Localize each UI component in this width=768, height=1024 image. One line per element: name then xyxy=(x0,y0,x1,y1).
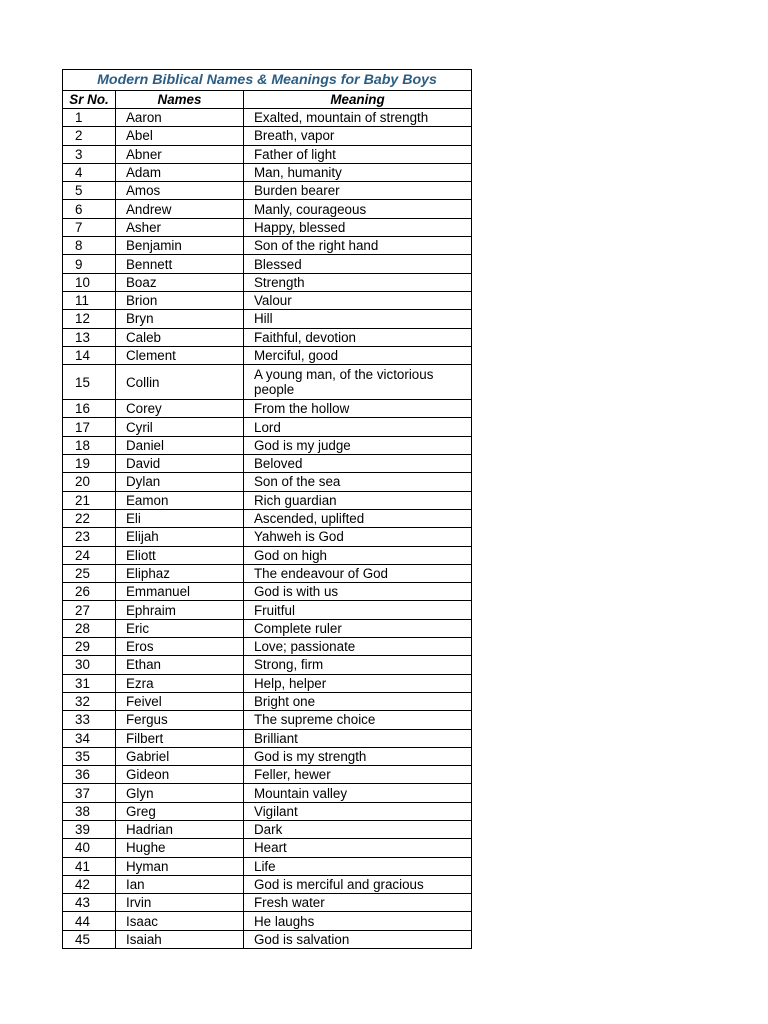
table-row xyxy=(63,802,472,820)
name-cell: Abner xyxy=(116,145,244,163)
sr-no-cell: 35 xyxy=(63,747,116,765)
sr-no-cell: 2 xyxy=(63,127,116,145)
sr-no-cell: 45 xyxy=(63,930,116,948)
name-cell: Fergus xyxy=(116,711,244,729)
name-cell: Daniel xyxy=(116,436,244,454)
meaning-cell: Ascended, uplifted xyxy=(244,509,472,527)
table-row xyxy=(63,674,472,692)
meaning-cell: Brilliant xyxy=(244,729,472,747)
name-cell: Feivel xyxy=(116,692,244,710)
meaning-cell: Rich guardian xyxy=(244,491,472,509)
meaning-cell: Complete ruler xyxy=(244,619,472,637)
table-row xyxy=(63,528,472,546)
table-row xyxy=(63,436,472,454)
table-row xyxy=(63,583,472,601)
table-row xyxy=(63,237,472,255)
name-cell: Hyman xyxy=(116,857,244,875)
meaning-cell: He laughs xyxy=(244,912,472,930)
sr-no-cell: 31 xyxy=(63,674,116,692)
sr-no-cell: 14 xyxy=(63,346,116,364)
meaning-cell: The endeavour of God xyxy=(244,564,472,582)
table-row xyxy=(63,145,472,163)
meaning-cell: Bright one xyxy=(244,692,472,710)
table-row xyxy=(63,766,472,784)
table-row xyxy=(63,692,472,710)
meaning-cell: Valour xyxy=(244,291,472,309)
table-body xyxy=(63,109,472,949)
table-row xyxy=(63,638,472,656)
name-cell: Ian xyxy=(116,875,244,893)
meaning-cell: Faithful, devotion xyxy=(244,328,472,346)
name-cell: Brion xyxy=(116,291,244,309)
sr-no-cell: 42 xyxy=(63,875,116,893)
meaning-cell: Manly, courageous xyxy=(244,200,472,218)
meaning-cell: Love; passionate xyxy=(244,638,472,656)
name-cell: David xyxy=(116,455,244,473)
table-title: Modern Biblical Names & Meanings for Baby Boys xyxy=(63,70,472,91)
name-cell: Isaac xyxy=(116,912,244,930)
name-cell: Bennett xyxy=(116,255,244,273)
table-row xyxy=(63,729,472,747)
meaning-cell: Exalted, mountain of strength xyxy=(244,109,472,127)
table-row xyxy=(63,310,472,328)
meaning-cell: Beloved xyxy=(244,455,472,473)
name-cell: Benjamin xyxy=(116,237,244,255)
table-row xyxy=(63,784,472,802)
table-row xyxy=(63,491,472,509)
table-row xyxy=(63,711,472,729)
table-row xyxy=(63,894,472,912)
table-row xyxy=(63,839,472,857)
table-row xyxy=(63,291,472,309)
sr-no-cell: 39 xyxy=(63,820,116,838)
table-row xyxy=(63,418,472,436)
sr-no-cell: 15 xyxy=(63,365,116,400)
meaning-cell: From the hollow xyxy=(244,400,472,418)
sr-no-cell: 20 xyxy=(63,473,116,491)
sr-no-cell: 32 xyxy=(63,692,116,710)
meaning-cell: Burden bearer xyxy=(244,182,472,200)
sr-no-cell: 29 xyxy=(63,638,116,656)
sr-no-cell: 22 xyxy=(63,509,116,527)
meaning-cell: Hill xyxy=(244,310,472,328)
table-row xyxy=(63,601,472,619)
header-row xyxy=(63,91,472,109)
name-cell: Eamon xyxy=(116,491,244,509)
meaning-cell: Son of the right hand xyxy=(244,237,472,255)
table-row xyxy=(63,930,472,948)
table-row xyxy=(63,546,472,564)
table-row xyxy=(63,564,472,582)
table-row xyxy=(63,218,472,236)
sr-no-cell: 8 xyxy=(63,237,116,255)
sr-no-cell: 18 xyxy=(63,436,116,454)
name-cell: Bryn xyxy=(116,310,244,328)
meaning-cell: Man, humanity xyxy=(244,163,472,181)
name-cell: Glyn xyxy=(116,784,244,802)
name-cell: Andrew xyxy=(116,200,244,218)
meaning-cell: Happy, blessed xyxy=(244,218,472,236)
table-row xyxy=(63,473,472,491)
meaning-cell: God is my strength xyxy=(244,747,472,765)
table-row xyxy=(63,912,472,930)
name-cell: Gabriel xyxy=(116,747,244,765)
meaning-cell: Fruitful xyxy=(244,601,472,619)
meaning-cell: The supreme choice xyxy=(244,711,472,729)
table-row xyxy=(63,127,472,145)
name-cell: Clement xyxy=(116,346,244,364)
name-cell: Irvin xyxy=(116,894,244,912)
meaning-cell: God is my judge xyxy=(244,436,472,454)
sr-no-cell: 6 xyxy=(63,200,116,218)
table-row xyxy=(63,200,472,218)
table-row xyxy=(63,619,472,637)
name-cell: Eros xyxy=(116,638,244,656)
sr-no-cell: 37 xyxy=(63,784,116,802)
sr-no-cell: 12 xyxy=(63,310,116,328)
meaning-cell: Blessed xyxy=(244,255,472,273)
name-cell: Aaron xyxy=(116,109,244,127)
name-cell: Ethan xyxy=(116,656,244,674)
table-row xyxy=(63,820,472,838)
meaning-cell: Strong, firm xyxy=(244,656,472,674)
meaning-cell: Heart xyxy=(244,839,472,857)
meaning-cell: God is salvation xyxy=(244,930,472,948)
meaning-cell: Life xyxy=(244,857,472,875)
meaning-cell: Feller, hewer xyxy=(244,766,472,784)
sr-no-cell: 28 xyxy=(63,619,116,637)
sr-no-cell: 30 xyxy=(63,656,116,674)
table-row xyxy=(63,273,472,291)
name-cell: Amos xyxy=(116,182,244,200)
name-cell: Hadrian xyxy=(116,820,244,838)
meaning-cell: Breath, vapor xyxy=(244,127,472,145)
name-cell: Ephraim xyxy=(116,601,244,619)
table-row xyxy=(63,163,472,181)
meaning-cell: Merciful, good xyxy=(244,346,472,364)
name-cell: Elijah xyxy=(116,528,244,546)
table-row xyxy=(63,455,472,473)
meaning-cell: A young man, of the victorious people xyxy=(244,365,472,400)
column-header-meaning: Meaning xyxy=(244,91,472,109)
name-cell: Eric xyxy=(116,619,244,637)
names-table xyxy=(62,69,472,949)
name-cell: Asher xyxy=(116,218,244,236)
sr-no-cell: 26 xyxy=(63,583,116,601)
name-cell: Abel xyxy=(116,127,244,145)
sr-no-cell: 7 xyxy=(63,218,116,236)
sr-no-cell: 17 xyxy=(63,418,116,436)
name-cell: Collin xyxy=(116,365,244,400)
sr-no-cell: 1 xyxy=(63,109,116,127)
table-row xyxy=(63,328,472,346)
name-cell: Boaz xyxy=(116,273,244,291)
sr-no-cell: 5 xyxy=(63,182,116,200)
name-cell: Adam xyxy=(116,163,244,181)
sr-no-cell: 9 xyxy=(63,255,116,273)
table-row xyxy=(63,109,472,127)
name-cell: Cyril xyxy=(116,418,244,436)
meaning-cell: Son of the sea xyxy=(244,473,472,491)
table-row xyxy=(63,509,472,527)
name-cell: Isaiah xyxy=(116,930,244,948)
meaning-cell: Vigilant xyxy=(244,802,472,820)
sr-no-cell: 3 xyxy=(63,145,116,163)
table-row xyxy=(63,400,472,418)
name-cell: Caleb xyxy=(116,328,244,346)
column-header-sr-no: Sr No. xyxy=(63,91,116,109)
name-cell: Emmanuel xyxy=(116,583,244,601)
name-cell: Filbert xyxy=(116,729,244,747)
sr-no-cell: 27 xyxy=(63,601,116,619)
sr-no-cell: 43 xyxy=(63,894,116,912)
sr-no-cell: 33 xyxy=(63,711,116,729)
meaning-cell: Fresh water xyxy=(244,894,472,912)
sr-no-cell: 34 xyxy=(63,729,116,747)
meaning-cell: Strength xyxy=(244,273,472,291)
sr-no-cell: 44 xyxy=(63,912,116,930)
title-row xyxy=(63,70,472,91)
sr-no-cell: 10 xyxy=(63,273,116,291)
name-cell: Eliphaz xyxy=(116,564,244,582)
meaning-cell: Father of light xyxy=(244,145,472,163)
meaning-cell: God is merciful and gracious xyxy=(244,875,472,893)
sr-no-cell: 19 xyxy=(63,455,116,473)
sr-no-cell: 21 xyxy=(63,491,116,509)
name-cell: Eli xyxy=(116,509,244,527)
name-cell: Ezra xyxy=(116,674,244,692)
table-row xyxy=(63,747,472,765)
meaning-cell: Dark xyxy=(244,820,472,838)
sr-no-cell: 24 xyxy=(63,546,116,564)
meaning-cell: Yahweh is God xyxy=(244,528,472,546)
table-row xyxy=(63,365,472,400)
sr-no-cell: 11 xyxy=(63,291,116,309)
table-row xyxy=(63,182,472,200)
name-cell: Corey xyxy=(116,400,244,418)
meaning-cell: God on high xyxy=(244,546,472,564)
sr-no-cell: 23 xyxy=(63,528,116,546)
name-cell: Hughe xyxy=(116,839,244,857)
meaning-cell: Mountain valley xyxy=(244,784,472,802)
meaning-cell: Help, helper xyxy=(244,674,472,692)
name-cell: Eliott xyxy=(116,546,244,564)
meaning-cell: God is with us xyxy=(244,583,472,601)
table-row xyxy=(63,346,472,364)
table-row xyxy=(63,255,472,273)
sr-no-cell: 4 xyxy=(63,163,116,181)
sr-no-cell: 13 xyxy=(63,328,116,346)
table-row xyxy=(63,875,472,893)
table-row xyxy=(63,857,472,875)
name-cell: Gideon xyxy=(116,766,244,784)
sr-no-cell: 36 xyxy=(63,766,116,784)
sr-no-cell: 25 xyxy=(63,564,116,582)
sr-no-cell: 41 xyxy=(63,857,116,875)
sr-no-cell: 16 xyxy=(63,400,116,418)
meaning-cell: Lord xyxy=(244,418,472,436)
sr-no-cell: 38 xyxy=(63,802,116,820)
column-header-names: Names xyxy=(116,91,244,109)
sr-no-cell: 40 xyxy=(63,839,116,857)
table-row xyxy=(63,656,472,674)
name-cell: Dylan xyxy=(116,473,244,491)
name-cell: Greg xyxy=(116,802,244,820)
